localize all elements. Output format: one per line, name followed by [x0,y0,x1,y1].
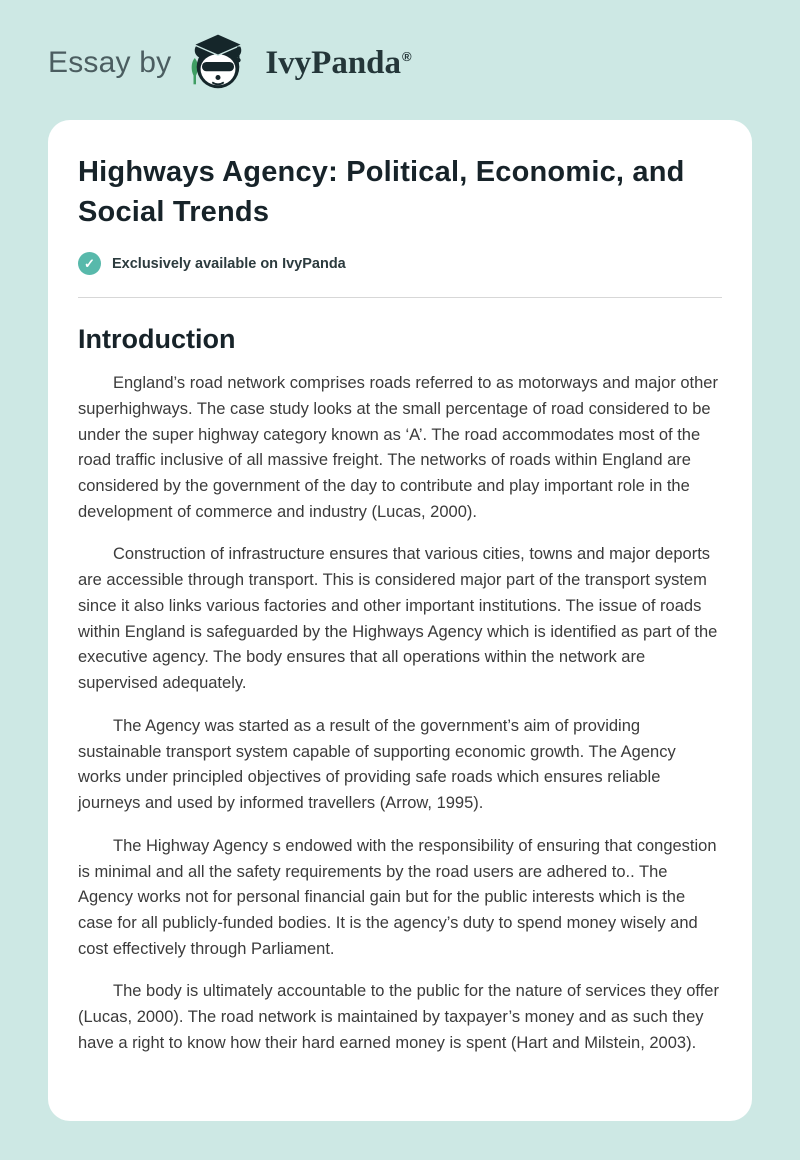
brand-wordmark [265,44,412,81]
availability-text: Exclusively available on IvyPanda [112,255,346,272]
section-heading-introduction: Introduction [78,324,236,355]
paragraph: The body is ultimately accountable to the public for the nature of services they offer (Lucas, 2000). The road network is maintained by taxpayer’s money and as such they have a right to know how their hard earned money is spent (Hart and Milstein, 2003). [78,982,719,1052]
essay-title: Highways Agency: Political, Economic, and Social Trends [78,156,685,229]
essay-body [78,371,722,1057]
divider [78,297,722,298]
availability-badge [78,252,722,275]
essay-by-label: Essay by [48,46,172,79]
paragraph: Construction of infrastructure ensures that various cities, towns and major deports are accessible through transport. This is considered major part of the transport system since it also links various factories and other important institutions. The issue of roads within England is safeguarded by the Highways Agency which is identified as part of the executive agency. The body ensures that all operations within the network are supervised adequately. [78,545,718,693]
header [0,0,800,120]
brand-name: IvyPanda [265,44,402,81]
ivypanda-logo-icon [187,32,249,94]
paragraph: The Highway Agency s endowed with the responsibility of ensuring that congestion is minimal and all the safety requirements by the road users are adhered to.. The Agency works not for personal financial gain but for the public interests which is the case for all publicly-funded bodies. It is the agency’s duty to spend money wisely and cost effectively through Parliament. [78,836,717,958]
essay-card [48,120,752,1121]
paragraph: England’s road network comprises roads referred to as motorways and major other superhighways. The case study looks at the small percentage of road considered to be under the super highway category known as ‘A’. The road accommodates most of the road traffic inclusive of all massive freight. The networks of roads within England are considered by the government of the day to contribute and play important role in the development of commerce and industry (Lucas, 2000). [78,374,718,521]
registered-mark: ® [402,48,412,64]
check-icon: ✓ [78,252,101,275]
paragraph: The Agency was started as a result of the government’s aim of providing sustainable transport system capable of supporting economic growth. The Agency works under principled objectives of providing safe roads which ensures reliable journeys and used by informed travellers (Arrow, 1995). [78,716,676,813]
